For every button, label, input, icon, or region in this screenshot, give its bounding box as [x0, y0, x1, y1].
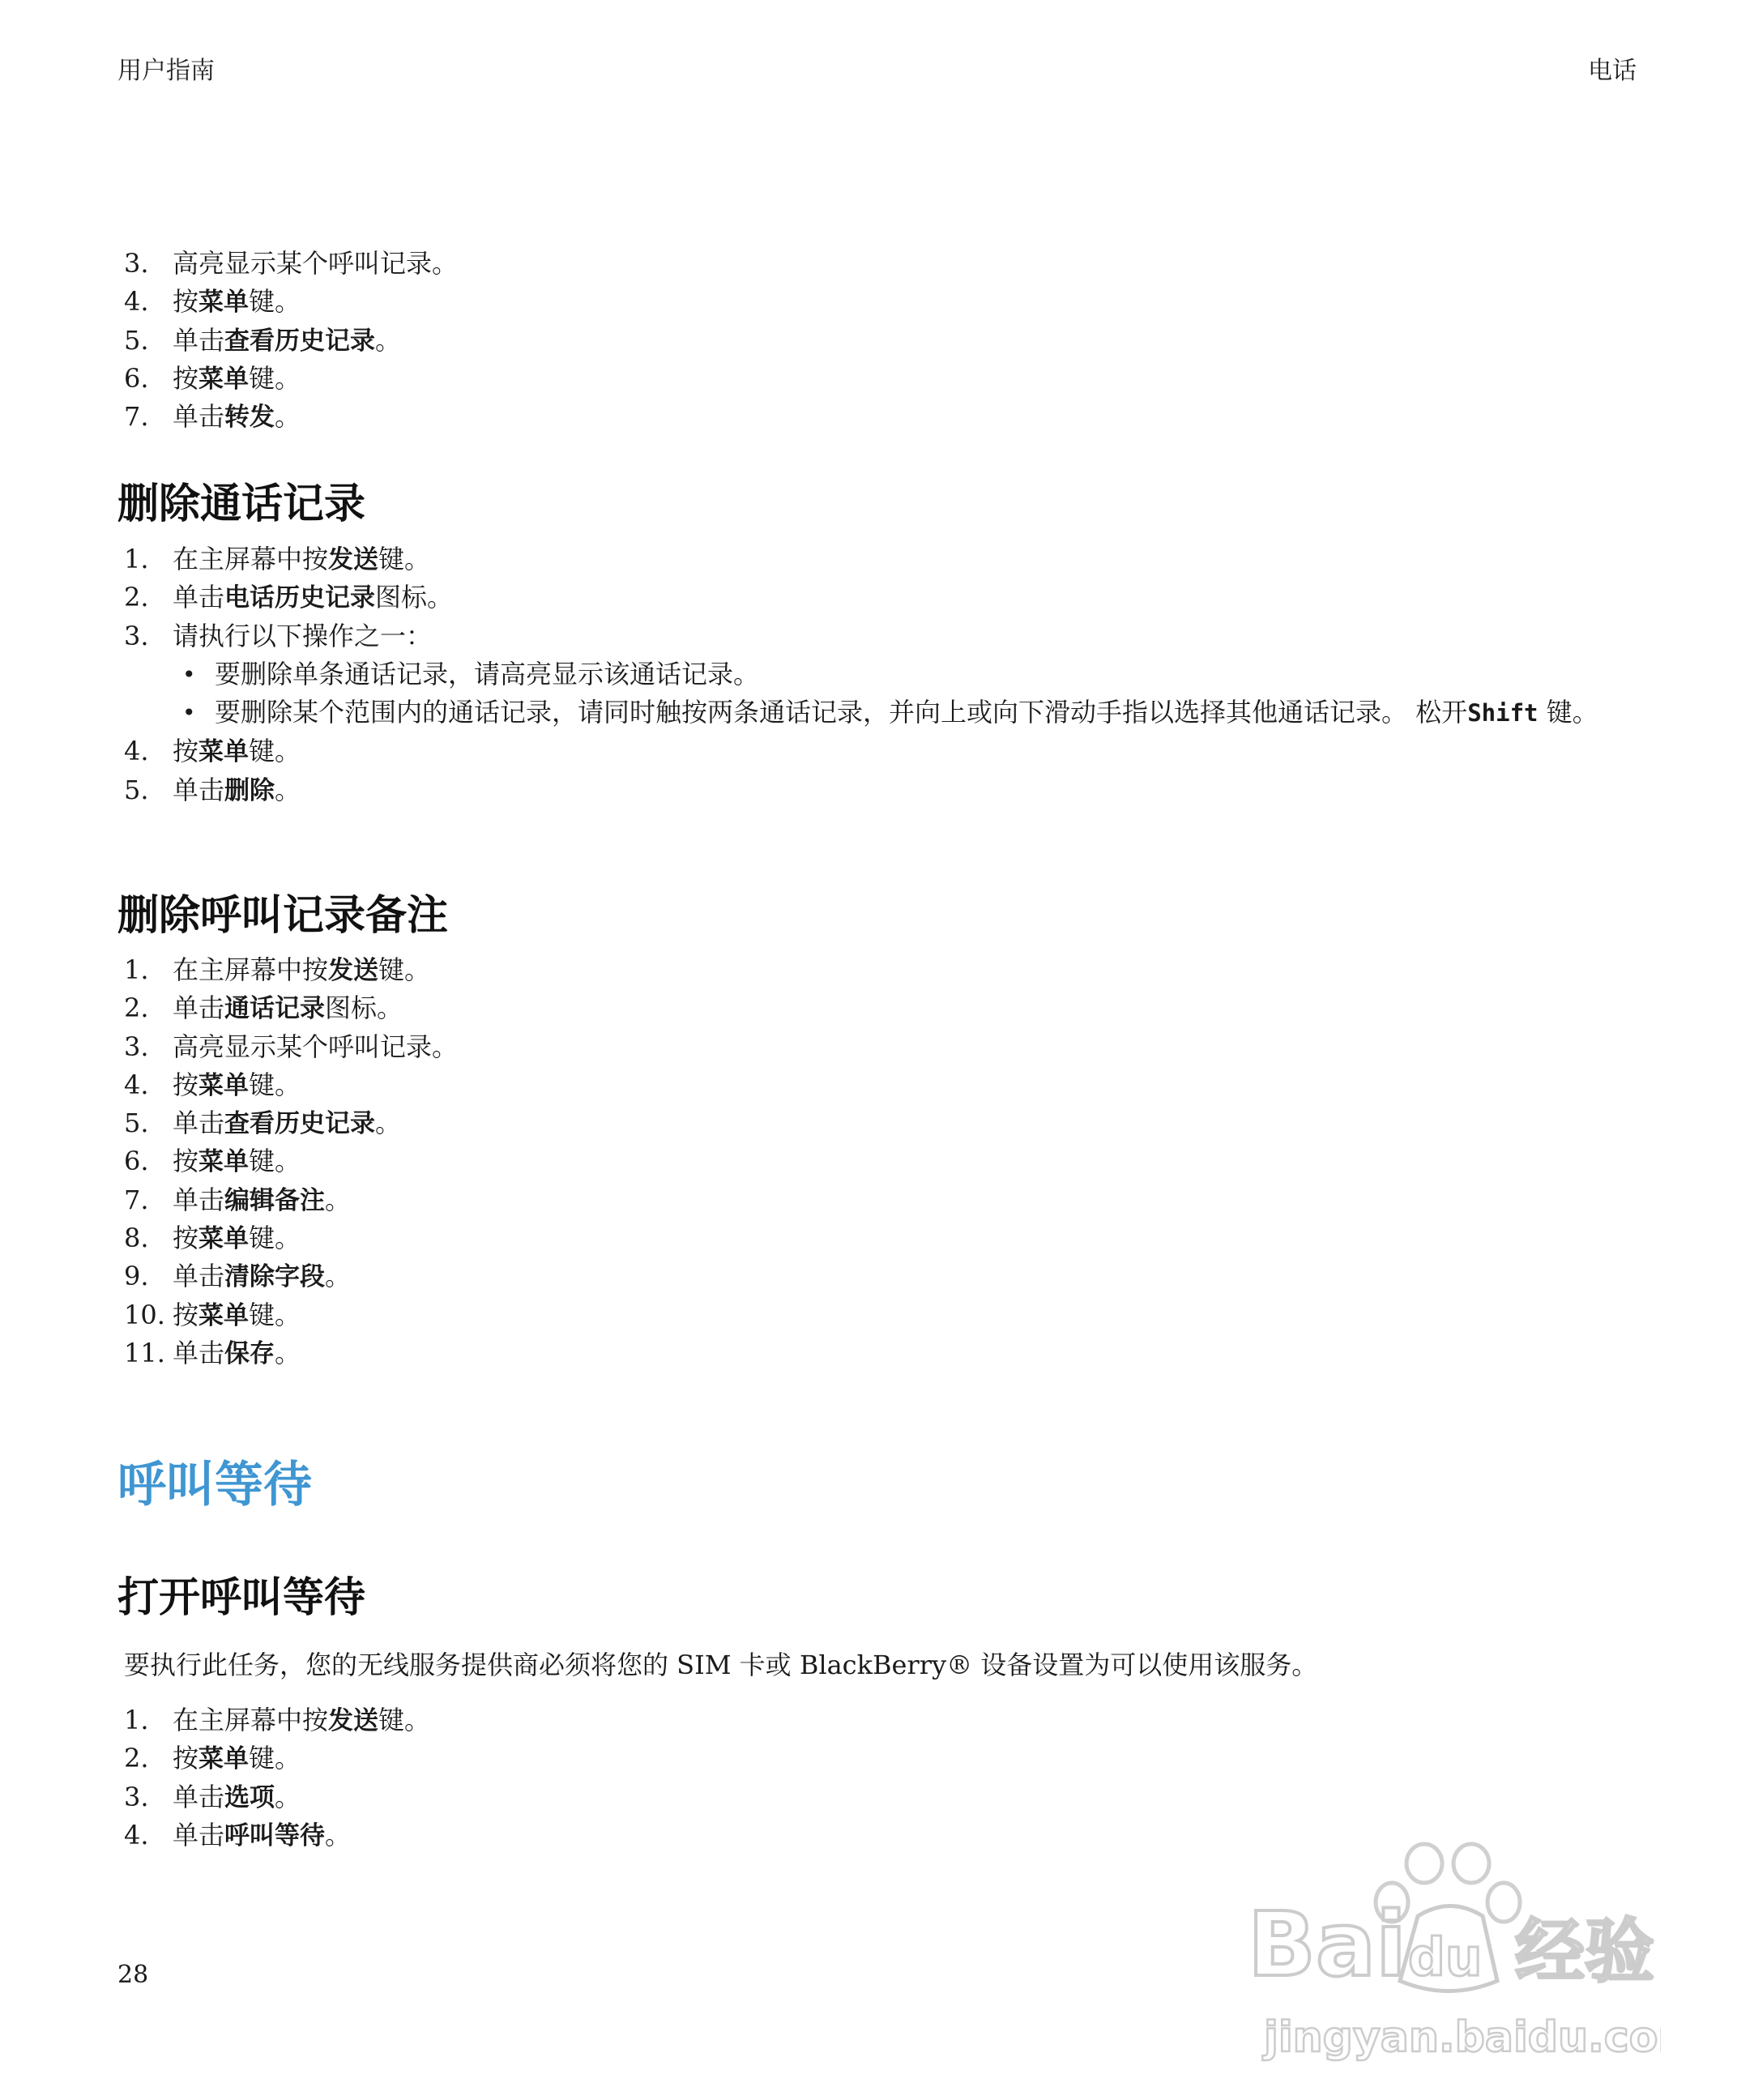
step-item: 10. 按菜单键。 [124, 1299, 301, 1330]
step-item: 1. 在主屏幕中按发送键。 [124, 1705, 431, 1735]
step-item: 1. 在主屏幕中按发送键。 [124, 954, 431, 985]
running-header-left: 用户指南 [117, 57, 215, 85]
step-item: 2. 单击电话历史记录图标。 [124, 582, 454, 613]
step-item: 4. 单击呼叫等待。 [124, 1819, 352, 1850]
steps-list [117, 732, 1750, 809]
step-item: 11. 单击保存。 [124, 1337, 301, 1368]
baidu-paw-logo-icon [1240, 1839, 1661, 2074]
step-item: 6. 按菜单键。 [124, 362, 301, 394]
step-item: 5. 单击查看历史记录。 [124, 1108, 402, 1139]
step-item: 5. 单击删除。 [124, 774, 301, 805]
step-item: 8. 按菜单键。 [124, 1223, 301, 1254]
bullet-list [117, 655, 1750, 733]
chapter-heading-call-waiting: 呼叫等待 [117, 1457, 312, 1513]
step-item: 3. 高亮显示某个呼叫记录。 [124, 248, 459, 279]
svg-text:经验: 经验 [1515, 1911, 1654, 1992]
delete-call-log-body [0, 540, 1637, 809]
step-item: 2. 单击通话记录图标。 [124, 992, 403, 1024]
step-item: 3. 单击选项。 [124, 1781, 301, 1812]
step-item: 2. 按菜单键。 [124, 1743, 301, 1774]
svg-text:du: du [1408, 1928, 1483, 1988]
heading-delete-call-log: 删除通话记录 [117, 480, 366, 528]
step-item: 6. 按菜单键。 [124, 1146, 301, 1177]
running-header-right: 电话 [1588, 57, 1637, 85]
step-item: 7. 单击编辑备注。 [124, 1184, 352, 1215]
svg-text:jingyan.baidu.com: jingyan.baidu.com [1264, 2013, 1661, 2062]
step-item: 7. 单击转发。 [124, 401, 301, 433]
steps-list [117, 540, 1750, 655]
shift-key-label: Shift [1467, 699, 1539, 728]
step-item: 1. 在主屏幕中按发送键。 [124, 544, 431, 574]
heading-turn-on-call-waiting: 打开呼叫等待 [117, 1574, 366, 1622]
step-item: 5. 单击查看历史记录。 [124, 324, 402, 356]
step-item: 3. 请执行以下操作之一： [124, 620, 433, 651]
bullet-item: • 要删除单条通话记录，请高亮显示该通话记录。 [117, 655, 1750, 694]
baidu-watermark [1240, 1839, 1661, 2074]
step-item: 3. 高亮显示某个呼叫记录。 [124, 1031, 459, 1062]
steps-list [117, 1701, 430, 1855]
bullet-dot: • [182, 699, 196, 727]
step-item: 4. 按菜单键。 [124, 736, 301, 767]
heading-delete-call-notes: 删除呼叫记录备注 [117, 892, 449, 940]
bullet-dot: • [182, 660, 196, 688]
step-item: 9. 单击清除字段。 [124, 1261, 352, 1292]
steps-list-continued [117, 245, 458, 436]
page-number: 28 [117, 1961, 149, 1989]
step-item: 4. 按菜单键。 [124, 1069, 301, 1100]
bullet-item: • 要删除某个范围内的通话记录，请同时触按两条通话记录，并向上或向下滑动手指以选择其他通话记录。 松开Shift 键。 [117, 694, 1750, 732]
step-item: 4. 按菜单键。 [124, 286, 301, 318]
intro-paragraph: 要执行此任务，您的无线服务提供商必须将您的 SIM 卡或 BlackBerry® 设备设置为可以使用该服务。 [124, 1650, 1318, 1680]
svg-text:Bai: Bai [1248, 1893, 1406, 1996]
steps-list [117, 951, 458, 1372]
